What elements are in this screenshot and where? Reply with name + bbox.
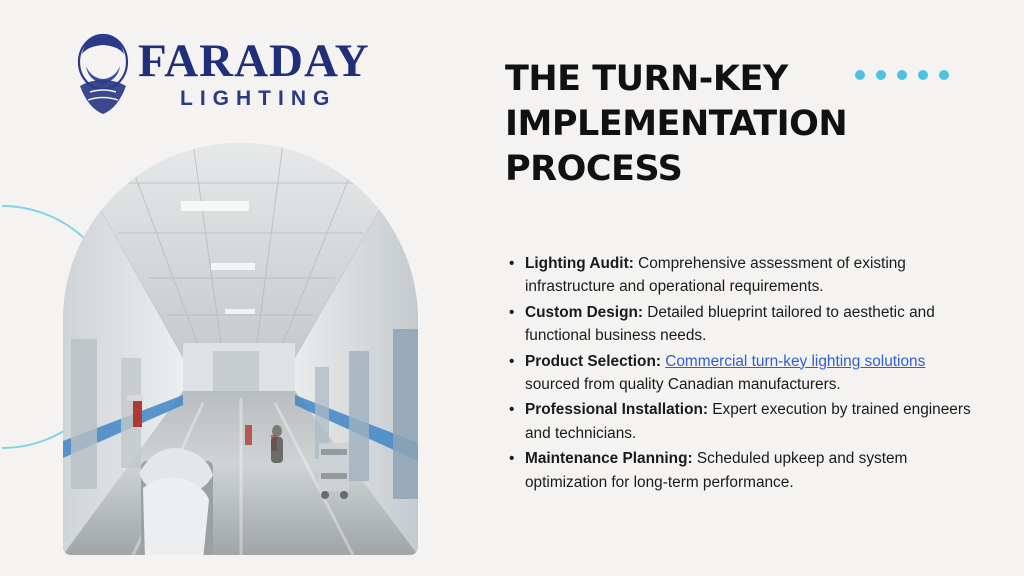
list-item [523,301,975,348]
faraday-portrait-icon [72,32,134,116]
commercial-lighting-link[interactable]: Commercial turn-key lighting solutions [665,352,926,370]
brand-logo [72,30,372,120]
dot-icon [897,70,907,80]
bullet-term: Lighting Audit: [525,255,634,272]
list-item [523,398,975,445]
list-item [523,252,975,299]
hospital-corridor-photo [63,143,418,555]
bullet-text: sourced from quality Canadian manufacturers. [525,376,841,394]
dot-icon [855,70,865,80]
bullet-term: Maintenance Planning: [525,450,693,468]
brand-name: FARADAY [138,35,370,87]
list-item [523,350,975,397]
bullet-term: Custom Design: [525,303,643,321]
bullet-text: Detailed blueprint tailored to aesthetic and functional business needs. [525,303,935,345]
bullet-term: Professional Installation: [525,401,709,419]
dot-icon [876,70,886,80]
bullet-text: Scheduled upkeep and system optimization for long-term performance. [525,450,908,491]
brand-tagline: LIGHTING [180,87,337,110]
bullet-text: Expert execution by trained engineers and technicians. [525,401,971,442]
process-bullet-list [505,252,975,496]
list-item [523,447,975,494]
bullet-term: Product Selection: [525,352,661,370]
decorative-dots [855,70,949,80]
page-title: THE TURN-KEY IMPLEMENTATION PROCESS [505,59,848,189]
dot-icon [939,70,949,80]
dot-icon [918,70,928,80]
bullet-text: Comprehensive assessment of existing infrastructure and operational requirements. [525,255,906,296]
